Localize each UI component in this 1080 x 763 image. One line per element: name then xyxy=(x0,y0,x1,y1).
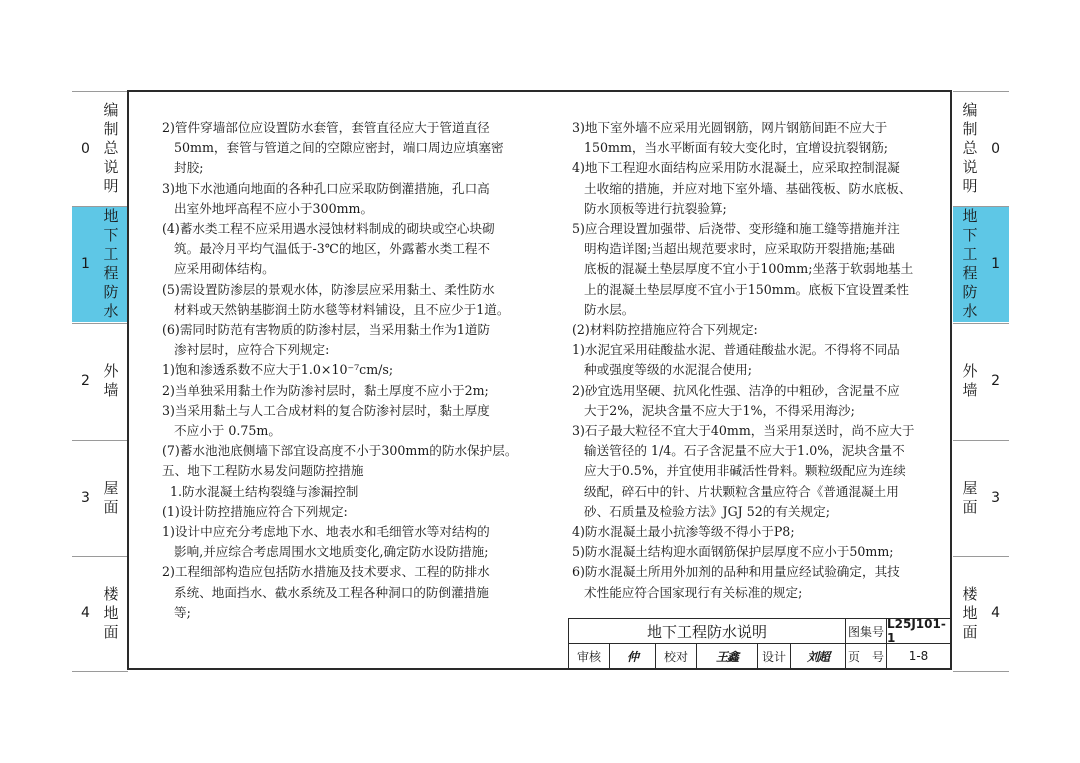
tab-label: 屋 面 xyxy=(962,478,978,516)
title-block xyxy=(568,618,951,669)
tab-section-4[interactable] xyxy=(72,556,128,670)
text-line: 不应小于 0.75m。 xyxy=(162,423,281,439)
tab-divider xyxy=(72,556,128,557)
tab-label: 外 墙 xyxy=(103,362,119,399)
text-line: 筑。最冷月平均气温低于-3℃的地区，外露蓄水类工程不 xyxy=(162,241,491,257)
text-line: 级配，碎石中的针、片状颗粒含量应符合《普通混凝土用 xyxy=(572,483,899,499)
text-line: (4)蓄水类工程不应采用遇水浸蚀材料制成的砌块或空心块砌 xyxy=(162,221,495,237)
tab-number: 2 xyxy=(81,373,90,389)
tab-label: 外 墙 xyxy=(962,362,978,399)
text-line: (2)材料防控措施应符合下列规定: xyxy=(572,322,758,338)
page-label: 页 号 xyxy=(845,643,887,669)
tab-divider xyxy=(953,440,1009,441)
text-line: 防水层。 xyxy=(572,301,635,317)
text-line: 4)地下工程迎水面结构应采用防水混凝土，应采取控制混凝 xyxy=(572,160,900,176)
tab-divider xyxy=(953,206,1009,207)
check-signature: 王鑫 xyxy=(696,643,758,669)
text-line: 种或强度等级的水泥混合使用; xyxy=(572,362,752,378)
text-line: 2)当单独采用黏土作为防渗衬层时，黏土厚度不应小于2m; xyxy=(162,382,489,398)
text-line: 影响,并应综合考虑周围水文地质变化,确定防水设防措施; xyxy=(162,544,489,560)
tab-number: 1 xyxy=(991,256,1000,272)
tab-divider xyxy=(953,323,1009,324)
text-line: 3)地下室外墙不应采用光圆钢筋，网片钢筋间距不应大于 xyxy=(572,120,888,135)
text-line: 5)应合理设置加强带、后浇带、变形缝和施工缝等措施并注 xyxy=(572,221,900,237)
tab-section-2[interactable] xyxy=(72,323,128,439)
left-text-column xyxy=(162,118,517,623)
text-line: (6)需同时防范有害物质的防渗村层，当采用黏土作为1道防 xyxy=(162,322,491,338)
text-line: 应采用砌体结构。 xyxy=(162,261,275,277)
text-line: 砂、石质量及检验方法》JGJ 52的有关规定; xyxy=(572,503,830,519)
text-line: (7)蓄水池池底侧墙下部宜设高度不小于300mm的防水保护层。 xyxy=(162,443,518,459)
text-line: (5)需设置防渗层的景观水体，防渗层应采用黏土、柔性防水 xyxy=(162,281,495,297)
atlas-label: 图集号 xyxy=(845,618,887,644)
text-line: 底板的混凝土垫层厚度不宜小于100mm;坐落于软弱地基土 xyxy=(572,261,914,277)
text-line: 2)砂宜选用坚硬、抗风化性强、洁净的中粗砂，含泥量不应 xyxy=(572,382,900,398)
text-line: 1)水泥宜采用硅酸盐水泥、普通硅酸盐水泥。不得将不同品 xyxy=(572,342,900,358)
tab-divider xyxy=(72,206,128,207)
text-line: 封胶; xyxy=(162,160,204,176)
tab-section-3[interactable] xyxy=(953,440,1009,555)
tab-divider xyxy=(72,323,128,324)
text-line: 材料或天然钠基膨润土防水毯等材料铺设，且不应少于1道。 xyxy=(162,301,510,317)
tab-section-2[interactable] xyxy=(953,323,1009,439)
tab-label: 楼 地 面 xyxy=(962,584,978,641)
text-line: 五、地下工程防水易发问题防控措施 xyxy=(162,463,364,479)
tab-divider xyxy=(953,556,1009,557)
tab-divider xyxy=(72,671,128,672)
tab-label: 编 制 总 说 明 xyxy=(103,101,119,195)
tab-section-1[interactable] xyxy=(72,206,128,322)
tab-number: 1 xyxy=(81,256,90,272)
text-line: 5)防水混凝土结构迎水面钢筋保护层厚度不应小于50mm; xyxy=(572,544,894,560)
text-line: 50mm，套管与管道之间的空隙应密封，端口周边应填塞密 xyxy=(162,140,504,156)
right-text-column xyxy=(572,118,915,603)
design-label: 设计 xyxy=(757,643,791,669)
text-line: 4)防水混凝土最小抗渗等级不得小于P8; xyxy=(572,524,795,540)
tab-section-4[interactable] xyxy=(953,556,1009,670)
design-signature: 刘超 xyxy=(790,643,846,669)
text-line: 术性能应符合国家现行有关标准的规定; xyxy=(572,584,803,600)
tab-number: 0 xyxy=(991,140,1000,157)
text-line: 2)工程细部构造应包括防水措施及技术要求、工程的防排水 xyxy=(162,564,490,580)
tab-number: 4 xyxy=(991,605,1000,621)
tab-label: 编 制 总 说 明 xyxy=(962,101,978,195)
tab-number: 4 xyxy=(81,605,90,621)
text-line: 1)设计中应充分考虑地下水、地表水和毛细管水等对结构的 xyxy=(162,524,490,540)
tab-number: 3 xyxy=(991,489,1000,506)
tab-number: 2 xyxy=(991,373,1000,389)
text-line: 2)管件穿墙部位应设置防水套管，套管直径应大于管道直径 xyxy=(162,120,490,135)
text-line: 上的混凝土垫层厚度不宜小于150mm。底板下宜设置柔性 xyxy=(572,281,909,297)
text-line: 3)石子最大粒径不宜大于40mm，当采用泵送时，尚不应大于 xyxy=(572,423,915,439)
tab-section-0[interactable] xyxy=(953,92,1009,205)
text-line: 大于2%，泥块含量不应大于1%，不得采用海沙; xyxy=(572,402,855,418)
text-line: 150mm，当水平断面有较大变化时，宜增设抗裂钢筋; xyxy=(572,140,889,156)
tab-section-0[interactable] xyxy=(72,92,128,205)
text-line: 1.防水混凝土结构裂缝与渗漏控制 xyxy=(162,483,359,499)
tab-divider xyxy=(72,440,128,441)
text-line: 土收缩的措施，并应对地下室外墙、基础筏板、防水底板、 xyxy=(572,180,912,196)
text-line: 等; xyxy=(162,604,191,620)
tab-divider xyxy=(953,91,1009,92)
page-number: 1-8 xyxy=(886,643,951,669)
atlas-number: L25J101-1 xyxy=(886,618,951,644)
text-line: (1)设计防控措施应符合下列规定: xyxy=(162,503,348,519)
text-line: 1)饱和渗透系数不应大于1.0×10⁻⁷cm/s; xyxy=(162,362,394,378)
tab-label: 楼 地 面 xyxy=(103,584,119,641)
tab-label: 地 下 工 程 防 水 xyxy=(962,207,978,320)
tab-divider xyxy=(953,671,1009,672)
review-signature: 仲 xyxy=(609,643,656,669)
text-line: 明构造详图;当超出规范要求时，应采取防开裂措施;基础 xyxy=(572,241,895,257)
tab-number: 3 xyxy=(81,489,90,506)
review-label: 审核 xyxy=(568,643,610,669)
text-line: 3)当采用黏土与人工合成材料的复合防渗衬层时，黏土厚度 xyxy=(162,402,490,418)
text-line: 出室外地坪高程不应小于300mm。 xyxy=(162,200,374,216)
drawing-title: 地下工程防水说明 xyxy=(568,618,846,644)
tab-divider xyxy=(72,91,128,92)
text-line: 3)地下水池通向地面的各种孔口应采取防倒灌措施，孔口高 xyxy=(162,180,490,196)
text-line: 渗衬层时，应符合下列规定: xyxy=(162,342,330,358)
tab-section-1[interactable] xyxy=(953,206,1009,322)
text-line: 系统、地面挡水、截水系统及工程各种洞口的防倒灌措施 xyxy=(162,584,489,600)
tab-label: 屋 面 xyxy=(103,478,119,516)
text-line: 输送管径的 1/4。石子含泥量不应大于1.0%，泥块含量不 xyxy=(572,443,905,459)
text-line: 6)防水混凝土所用外加剂的品种和用量应经试验确定，其技 xyxy=(572,564,900,580)
tab-label: 地 下 工 程 防 水 xyxy=(103,207,119,320)
check-label: 校对 xyxy=(655,643,697,669)
text-line: 防水顶板等进行抗裂验算; xyxy=(572,200,727,216)
text-line: 应大于0.5%，并宜使用非碱活性骨料。颗粒级配应为连续 xyxy=(572,463,906,479)
tab-number: 0 xyxy=(81,140,90,157)
tab-section-3[interactable] xyxy=(72,440,128,555)
